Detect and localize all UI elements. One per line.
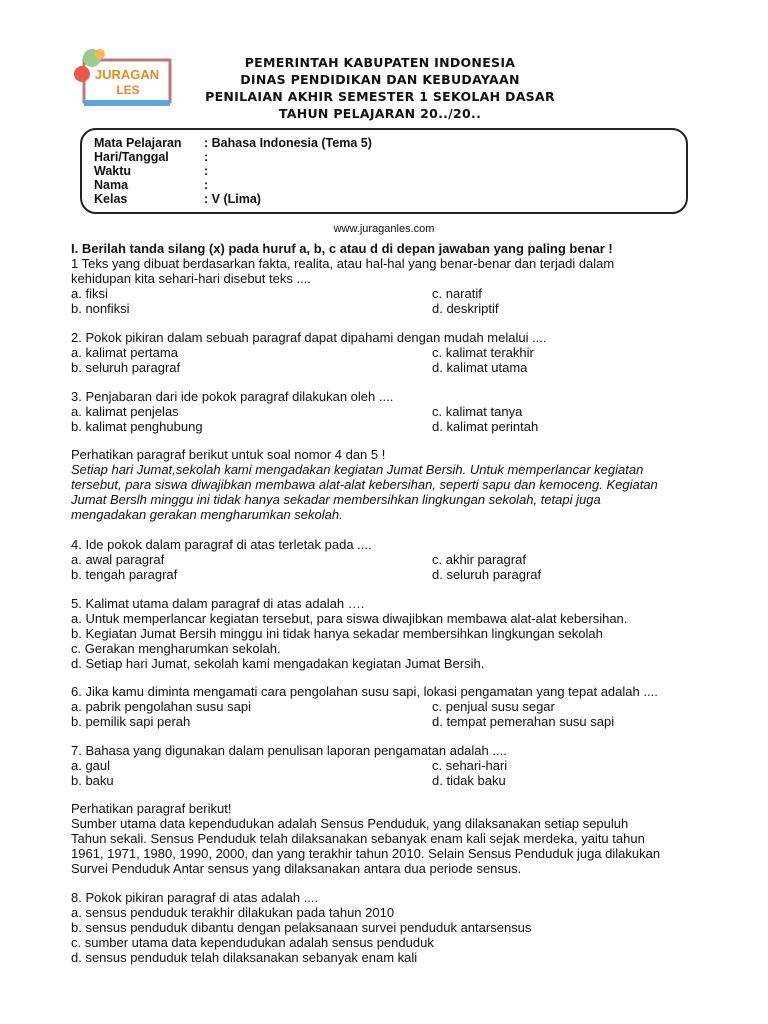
juragan-les-logo	[72, 48, 178, 110]
q8-option-c: c. sumber utama data kependudukan adalah sensus penduduk	[71, 935, 434, 950]
info-name: Nama :	[94, 178, 209, 192]
passage2-line-1: Sumber utama data kependudukan adalah Sensus Penduduk, yang dilaksanakan setiap sepuluh	[71, 816, 629, 831]
q2-option-c: c. kalimat terakhir	[432, 345, 534, 360]
q1-option-b: b. nonfiksi	[71, 301, 130, 316]
q2-text: 2. Pokok pikiran dalam sebuah paragraf dapat dipahami dengan mudah melalui ....	[71, 330, 547, 345]
passage1-line-4: mengadakan gerakan mengharumkan sekolah.	[71, 507, 343, 522]
q4-text: 4. Ide pokok dalam paragraf di atas terletak pada ....	[71, 537, 372, 552]
q5-option-a: a. Untuk memperlancar kegiatan tersebut, para siswa diwajibkan membawa alat-alat kebersihan.	[71, 611, 628, 626]
passage2-line-3: 1961, 1971, 1980, 1990, 2000, dan yang terakhir tahun 2010. Selain Sensus Penduduk juga dilakukan	[71, 846, 661, 861]
info-date: Hari/Tanggal :	[94, 150, 209, 164]
q7-option-a: a. gaul	[71, 758, 111, 773]
q4-option-b: b. tengah paragraf	[71, 567, 178, 582]
q3-text: 3. Penjabaran dari ide pokok paragraf dilakukan oleh ....	[71, 389, 394, 404]
passage1-line-2: tersebut, para siswa diwajibkan membawa alat-alat kebersihan, seperti sapu dan kemoceng. Kegiatan	[71, 477, 658, 492]
q1-option-d: d. deskriptif	[432, 301, 499, 316]
passage1-line-3: Jumat Berslh minggu ini tidak hanya sekadar membersihkan lingkungan sekolah, tetapi juga	[71, 492, 601, 507]
q3-option-a: a. kalimat penjelas	[71, 404, 179, 419]
passage1-line-1: Setiap hari Jumat,sekolah kami mengadakan kegiatan Jumat Bersih. Untuk memperlancar kegiatan	[71, 462, 644, 477]
header-line-2: DINAS PENDIDIKAN DAN KEBUDAYAAN	[240, 72, 520, 87]
q1-option-a: a. fiksi	[71, 286, 108, 301]
info-class: Kelas : V (Lima)	[94, 192, 261, 206]
info-time: Waktu :	[94, 164, 209, 178]
q3-option-d: d. kalimat perintah	[432, 419, 539, 434]
q8-text: 8. Pokok pikiran paragraf di atas adalah ....	[71, 890, 319, 905]
website-url: www.juraganles.com	[333, 223, 435, 235]
passage2-intro: Perhatikan paragraf berikut!	[71, 801, 232, 816]
q7-option-b: b. baku	[71, 773, 114, 788]
q7-option-c: c. sehari-hari	[432, 758, 508, 773]
passage2-line-2: Tahun sekali. Sensus Penduduk telah dilaksanakan sebanyak enam kali sejak merdeka, yaitu tahun	[71, 831, 645, 846]
q8-option-b: b. sensus penduduk dibantu dengan pelaksanaan survei penduduk antarsensus	[71, 920, 532, 935]
q4-option-d: d. seluruh paragraf	[432, 567, 542, 582]
q7-option-d: d. tidak baku	[432, 773, 506, 788]
passage2-line-4: Survei Penduduk Antar sensus yang dilaksanakan antara dua periode sensus.	[71, 861, 522, 876]
q1-text-2: kehidupan kita sehari-hari disebut teks ....	[71, 271, 311, 286]
q5-option-c: c. Gerakan mengharumkan sekolah.	[71, 641, 281, 656]
q8-option-d: d. sensus penduduk telah dilaksanakan sebanyak enam kali	[71, 950, 418, 965]
q5-option-d: d. Setiap hari Jumat, sekolah kami mengadakan kegiatan Jumat Bersih.	[71, 656, 485, 671]
passage1-intro: Perhatikan paragraf berikut untuk soal nomor 4 dan 5 !	[71, 447, 386, 462]
q6-option-a: a. pabrik pengolahan susu sapi	[71, 699, 251, 714]
info-subject: Mata Pelajaran : Bahasa Indonesia (Tema 5)	[94, 136, 372, 150]
header-line-1: PEMERINTAH KABUPATEN INDONESIA	[244, 55, 516, 70]
q8-option-a: a. sensus penduduk terakhir dilakukan pada tahun 2010	[71, 905, 395, 920]
q1-option-c: c. naratif	[432, 286, 482, 301]
q6-option-d: d. tempat pemerahan susu sapi	[432, 714, 615, 729]
header-line-3: PENILAIAN AKHIR SEMESTER 1 SEKOLAH DASAR	[205, 89, 555, 104]
q5-text: 5. Kalimat utama dalam paragraf di atas adalah ….	[71, 596, 365, 611]
q3-option-c: c. kalimat tanya	[432, 404, 523, 419]
instruction: I. Berilah tanda silang (x) pada huruf a, b, c atau d di depan jawaban yang paling benar !	[71, 241, 613, 256]
q2-option-d: d. kalimat utama	[432, 360, 528, 375]
header-line-4: TAHUN PELAJARAN 20../20..	[278, 106, 482, 121]
q7-text: 7. Bahasa yang digunakan dalam penulisan laporan pengamatan adalah ....	[71, 743, 507, 758]
logo-text-line2: LES	[116, 83, 140, 97]
q6-option-c: c. penjual susu segar	[432, 699, 555, 714]
q2-option-a: a. kalimat pertama	[71, 345, 178, 360]
q6-text: 6. Jika kamu diminta mengamati cara pengolahan susu sapi, lokasi pengamatan yang tepat adalah ....	[71, 684, 658, 699]
q3-option-b: b. kalimat penghubung	[71, 419, 203, 434]
q6-option-b: b. pemilik sapi perah	[71, 714, 191, 729]
q5-option-b: b. Kegiatan Jumat Bersih minggu ini tidak hanya sekadar membersihkan lingkungan sekolah	[71, 626, 603, 641]
q1-text-1: 1 Teks yang dibuat berdasarkan fakta, realita, atau hal-hal yang benar-benar dan terjadi dalam	[71, 256, 615, 271]
q4-option-a: a. awal paragraf	[71, 552, 165, 567]
q2-option-b: b. seluruh paragraf	[71, 360, 181, 375]
q4-option-c: c. akhir paragraf	[432, 552, 526, 567]
logo-text-line1: JURAGAN	[94, 67, 160, 82]
